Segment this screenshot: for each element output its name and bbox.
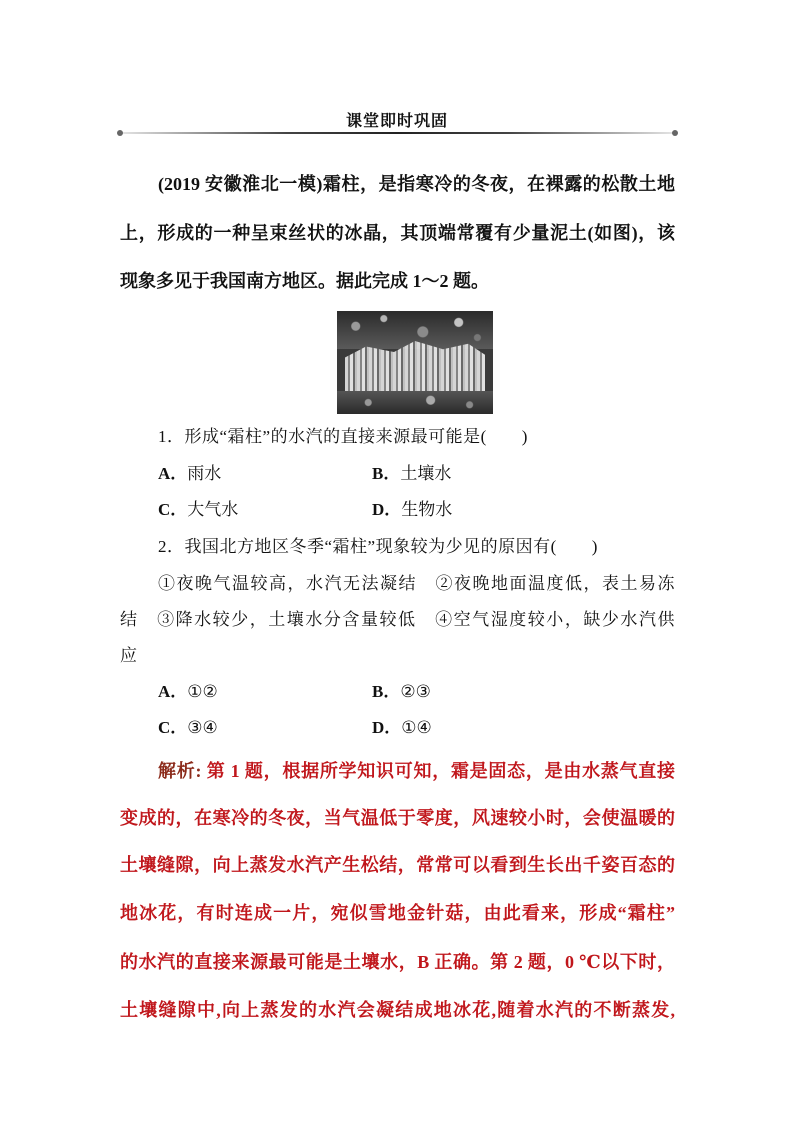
question-1-stem: 1．形成“霜柱”的水汽的直接来源最可能是( ) <box>158 427 528 446</box>
question-1-option-c <box>158 497 238 523</box>
analysis-line: 变成的，在寒冷的冬夜，当气温低于零度，风速较小时，会使温暖的 <box>120 808 675 828</box>
option-text: 大气水 <box>187 500 239 519</box>
option-label: A． <box>158 464 188 483</box>
option-text: 雨水 <box>187 464 222 483</box>
rule-end-right <box>672 130 678 136</box>
intro-line: (2019 安徽淮北一模)霜柱，是指寒冷的冬夜，在裸露的松散土地 <box>158 174 675 194</box>
analysis-line: 土壤缝隙中,向上蒸发的水汽会凝结成地冰花,随着水汽的不断蒸发, <box>120 1000 675 1020</box>
option-label: B． <box>372 464 401 483</box>
option-text: 生物水 <box>401 500 453 519</box>
section-title-rule <box>120 132 675 134</box>
option-label: D． <box>372 718 402 737</box>
question-1-option-a <box>158 461 221 487</box>
option-label: C． <box>158 500 188 519</box>
intro-line: 现象多见于我国南方地区。据此完成 1～2 题。 <box>120 271 489 291</box>
option-text: 土壤水 <box>400 464 452 483</box>
frost-pillar-photo <box>337 311 493 414</box>
photo-ground-layer <box>337 391 493 414</box>
question-2-option-b <box>372 679 431 705</box>
analysis-line: 地冰花，有时连成一片，宛似雪地金针菇，由此看来，形成“霜柱” <box>120 903 675 923</box>
analysis-label: 解析: <box>158 761 202 781</box>
question-2-statement-line: ①夜晚气温较高，水汽无法凝结 ②夜晚地面温度低，表土易冻 <box>158 574 675 593</box>
option-text: ①④ <box>401 718 432 737</box>
question-1-option-d <box>372 497 452 523</box>
option-text: ②③ <box>400 682 431 701</box>
question-2-option-c <box>158 715 218 741</box>
intro-line: 上，形成的一种呈束丝状的冰晶，其顶端常覆有少量泥土(如图)，该 <box>120 223 675 243</box>
analysis-line: 土壤缝隙，向上蒸发水汽产生松结，常常可以看到生长出千姿百态的 <box>120 855 675 875</box>
analysis-line: 的水汽的直接来源最可能是土壤水，B 正确。第 2 题，0 ℃以下时， <box>120 952 675 972</box>
option-text: ③④ <box>187 718 218 737</box>
analysis-text: 第 1 题，根据所学知识可知，霜是固态，是由水蒸气直接 <box>201 761 675 781</box>
analysis-line <box>158 758 675 784</box>
option-label: D． <box>372 500 402 519</box>
question-2-option-a <box>158 679 218 705</box>
option-label: A． <box>158 682 188 701</box>
option-text: ①② <box>187 682 218 701</box>
photo-ice-columns <box>345 341 485 396</box>
option-label: B． <box>372 682 401 701</box>
question-2-option-d <box>372 715 432 741</box>
section-title: 课堂即时巩固 <box>345 113 448 130</box>
question-2-stem: 2．我国北方地区冬季“霜柱”现象较为少见的原因有( ) <box>158 537 598 556</box>
question-1-option-b <box>372 461 451 487</box>
question-2-statement-line: 应 <box>120 646 138 665</box>
question-2-statement-line: 结 ③降水较少，土壤水分含量较低 ④空气湿度较小，缺少水汽供 <box>120 610 675 629</box>
rule-end-left <box>117 130 123 136</box>
option-label: C． <box>158 718 188 737</box>
